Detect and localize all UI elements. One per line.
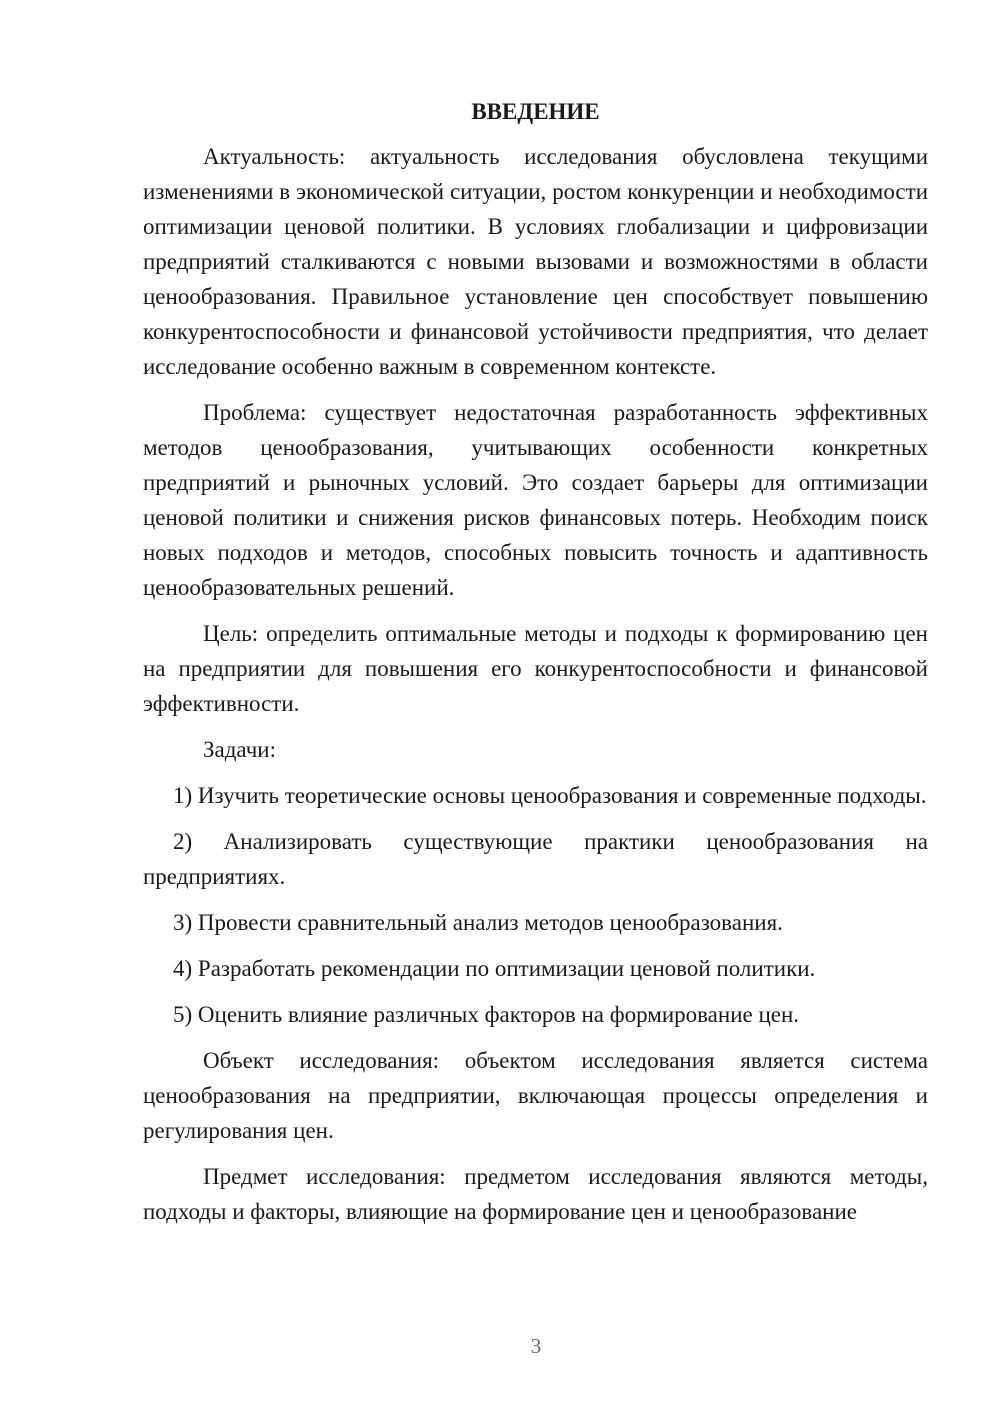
object-paragraph: Объект исследования: объектом исследования является система ценообразования на предприятии, включающая процессы определения и регулирования цен.	[143, 1048, 928, 1143]
task-item: 3) Провести сравнительный анализ методов ценообразования.	[173, 910, 783, 935]
relevance-paragraph: Актуальность: актуальность исследования обусловлена текущими изменениями в экономической ситуации, ростом конкуренции и необходимости оптимизации ценовой политики. В условиях глобализации и цифровизации предприятий сталкиваются с новыми вызовами и возможностями в области ценообразования. Правильное установление цен способствует повышению конкурентоспособности и финансовой устойчивости предприятия, что делает исследование особенно важным в современном контексте.	[143, 144, 928, 379]
page-number: 3	[530, 1334, 542, 1358]
task-item: 2) Анализировать существующие практики ценообразования на предприятиях.	[143, 829, 928, 889]
page-content	[143, 94, 928, 1240]
subject-paragraph: Предмет исследования: предметом исследования являются методы, подходы и факторы, влияющие на формирование цен и ценообразование	[143, 1164, 928, 1224]
page-title: ВВЕДЕНИЕ	[471, 99, 600, 124]
goal-paragraph: Цель: определить оптимальные методы и подходы к формированию цен на предприятии для повышения его конкурентоспособности и финансовой эффективности.	[143, 621, 928, 716]
task-item: 1) Изучить теоретические основы ценообразования и современные подходы.	[173, 783, 927, 808]
task-item: 4) Разработать рекомендации по оптимизации ценовой политики.	[173, 956, 816, 981]
problem-paragraph: Проблема: существует недостаточная разработанность эффективных методов ценообразования, учитывающих особенности конкретных предприятий и рыночных условий. Это создает барьеры для оптимизации ценовой политики и снижения рисков финансовых потерь. Необходим поиск новых подходов и методов, способных повысить точность и адаптивность ценообразовательных решений.	[143, 400, 928, 600]
task-item: 5) Оценить влияние различных факторов на формирование цен.	[173, 1002, 800, 1027]
tasks-heading: Задачи:	[203, 737, 276, 762]
